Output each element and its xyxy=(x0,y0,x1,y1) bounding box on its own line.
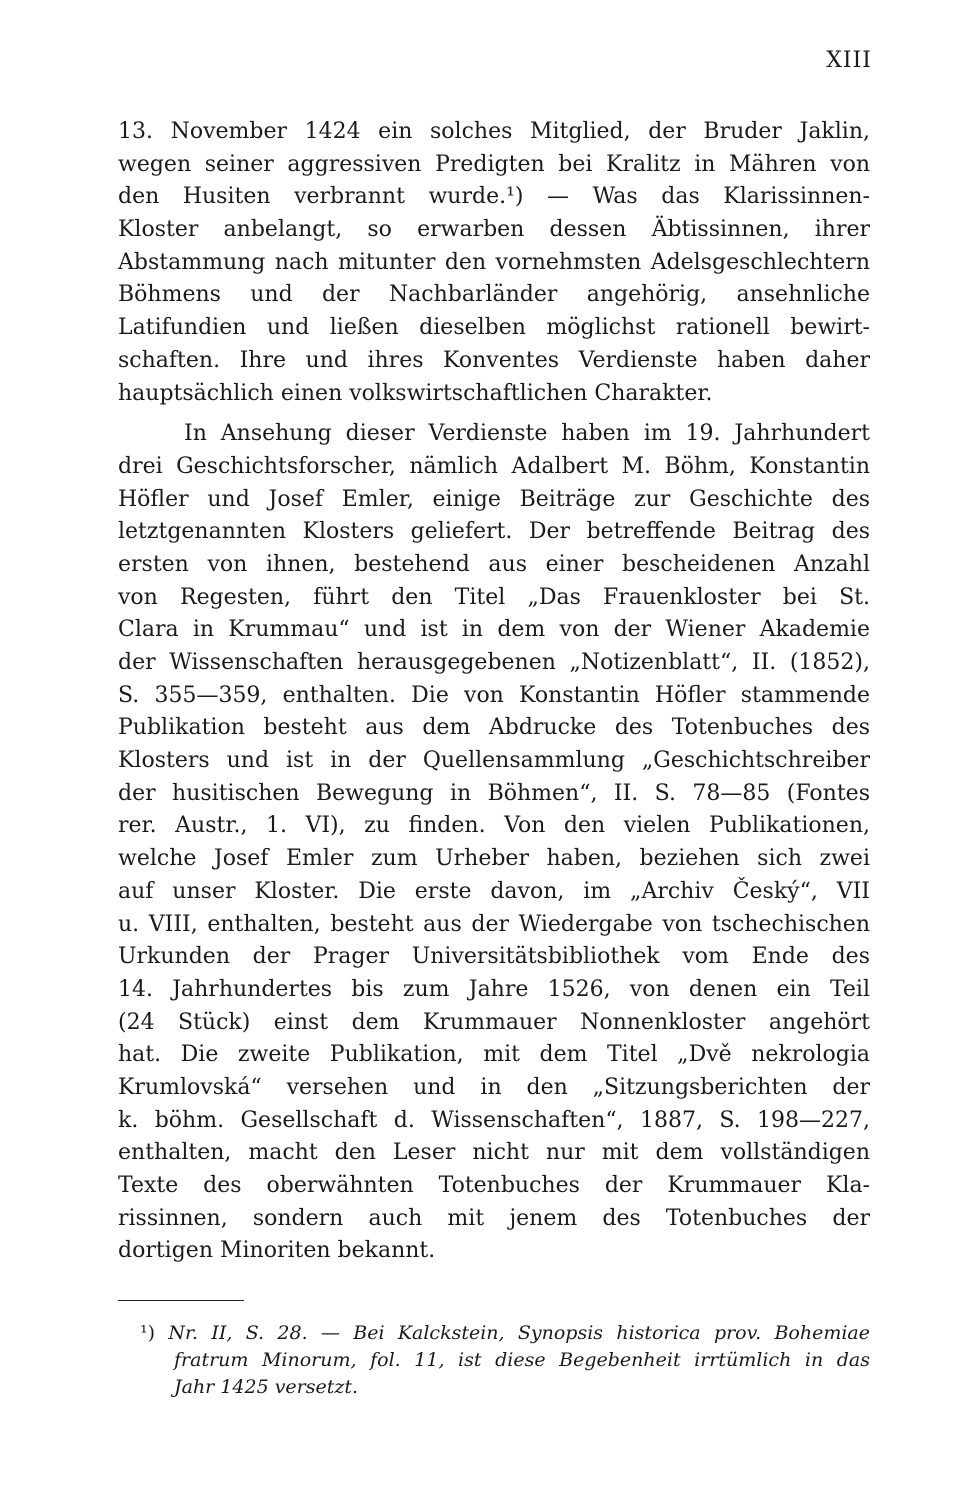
text-line: den Husiten verbrannt wurde.¹) — Was das Klarissinnen- xyxy=(118,184,870,210)
text-line: rer. Austr., 1. VI), zu finden. Von den vielen Publikationen, xyxy=(118,813,870,839)
text-line: Texte des oberwähnten Totenbuches der Krummauer Kla- xyxy=(118,1173,870,1198)
footnote-divider xyxy=(118,1300,244,1301)
text-line: Urkunden der Prager Universitätsbibliothek vom Ende des xyxy=(118,944,870,970)
footnote xyxy=(140,1320,870,1401)
text-line: u. VIII, enthalten, besteht aus der Wiedergabe von tschechischen xyxy=(118,911,870,937)
text-line: der Wissenschaften herausgegebenen „Notizenblatt“, II. (1852), xyxy=(118,650,870,675)
text-line: welche Josef Emler zum Urheber haben, beziehen sich zwei xyxy=(118,846,870,872)
text-line: der husitischen Bewegung in Böhmen“, II. S. 78—85 (Fontes xyxy=(118,780,870,806)
text-line: S. 355—359, enthalten. Die von Konstantin Höfler stammende xyxy=(118,682,870,708)
text-line: hauptsächlich einen volkswirtschaftlichen Charakter. xyxy=(118,380,713,406)
text-line: Kloster anbelangt, so erwarben dessen Äbtissinnen, ihrer xyxy=(118,217,870,243)
text-line: schaften. Ihre und ihres Konventes Verdienste haben daher xyxy=(118,347,870,373)
text-line: auf unser Kloster. Die erste davon, im „Archiv Český“, VII xyxy=(118,878,870,904)
footnote-marker: ¹) xyxy=(140,1322,156,1344)
page-number: XIII xyxy=(826,48,872,73)
text-line: drei Geschichtsforscher, nämlich Adalbert M. Böhm, Konstantin xyxy=(118,453,870,479)
text-line: enthalten, macht den Leser nicht nur mit dem vollständigen xyxy=(118,1140,870,1166)
text-line: Böhmens und der Nachbarländer angehörig, ansehnliche xyxy=(118,282,870,308)
text-line: Krumlovská“ versehen und in den „Sitzungsberichten der xyxy=(118,1074,870,1100)
text-line: Abstammung nach mitunter den vornehmsten Adelsgeschlechtern xyxy=(118,249,870,275)
text-line: Klosters und ist in der Quellensammlung „Geschichtschreiber xyxy=(118,748,870,774)
footnote-text: Nr. II, S. 28. — Bei Kalckstein, Synopsis historica prov. Bohemiae xyxy=(168,1322,871,1344)
text-line: hat. Die zweite Publikation, mit dem Titel „Dvě nekrologia xyxy=(118,1042,870,1068)
text-line: rissinnen, sondern auch mit jenem des Totenbuches der xyxy=(118,1205,870,1231)
text-line: wegen seiner aggressiven Predigten bei Kralitz in Mähren von xyxy=(118,151,870,177)
footnote-line: Jahr 1425 versetzt. xyxy=(174,1376,359,1398)
text-line: (24 Stück) einst dem Krummauer Nonnenkloster angehört xyxy=(118,1009,870,1035)
text-line: 13. November 1424 ein solches Mitglied, der Bruder Jaklin, xyxy=(118,119,870,144)
footnote-line: fratrum Minorum, fol. 11, ist diese Begebenheit irrtümlich in das xyxy=(174,1349,870,1371)
text-line: 14. Jahrhundertes bis zum Jahre 1526, von denen ein Teil xyxy=(118,976,870,1002)
text-line: dortigen Minoriten bekannt. xyxy=(118,1238,436,1264)
footnote-line xyxy=(140,1320,870,1347)
text-line: Publikation besteht aus dem Abdrucke des Totenbuches des xyxy=(118,715,870,741)
text-line: letztgenannten Klosters geliefert. Der betreffende Beitrag des xyxy=(118,519,870,545)
text-line: In Ansehung dieser Verdienste haben im 19. Jahrhundert xyxy=(184,421,870,447)
text-line: Höfler und Josef Emler, einige Beiträge zur Geschichte des xyxy=(118,486,870,512)
text-line: k. böhm. Gesellschaft d. Wissenschaften“, 1887, S. 198—227, xyxy=(118,1107,870,1133)
body-text xyxy=(118,116,870,1268)
text-line: ersten von ihnen, bestehend aus einer bescheidenen Anzahl xyxy=(118,551,870,577)
text-line: Clara in Krummau“ und ist in dem von der Wiener Akademie xyxy=(118,617,870,643)
text-line: Latifundien und ließen dieselben möglichst rationell bewirt- xyxy=(118,315,870,341)
text-line: von Regesten, führt den Titel „Das Frauenkloster bei St. xyxy=(118,584,870,610)
